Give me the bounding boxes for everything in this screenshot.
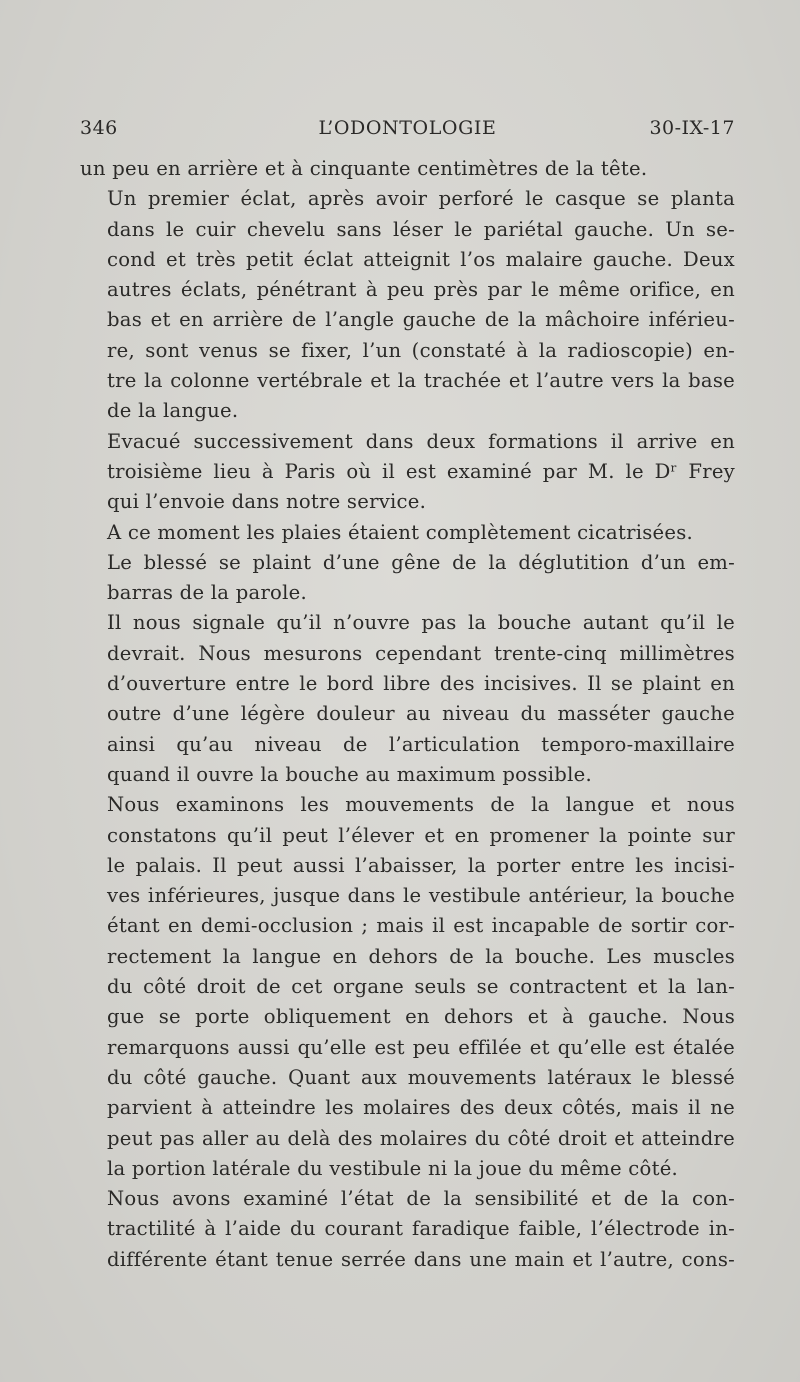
text-line: bas et en arrière de l’angle gauche de la mâchoire inférieu- [107,308,735,332]
text-line: ves inférieures, jusque dans le vestibule antérieur, la bouche [107,884,735,908]
text-line: quand il ouvre la bouche au maximum possible. [107,762,592,786]
paragraph [80,790,735,1184]
text-line: devrait. Nous mesurons cependant trente-cinq millimètres [107,641,735,665]
issue-date: 30-IX-17 [649,117,735,139]
text-line: dans le cuir chevelu sans léser le pariétal gauche. Un se- [107,217,735,241]
text-line: gue se porte obliquement en dehors et à gauche. Nous [107,1005,735,1029]
text-line: Il nous signale qu’il n’ouvre pas la bouche autant qu’il le [107,611,735,635]
text-line: peut pas aller au delà des molaires du côté droit et atteindre [107,1126,735,1150]
text-line: troisième lieu à Paris où il est examiné par M. le Dʳ Frey [107,459,735,483]
text-line: le palais. Il peut aussi l’abaisser, la porter entre les incisi- [107,853,735,877]
text-line: du côté droit de cet organe seuls se contractent et la lan- [107,975,735,999]
paragraph [80,1184,735,1275]
text-line: cond et très petit éclat atteignit l’os malaire gauche. Deux [107,247,735,271]
journal-title: L’ODONTOLOGIE [318,117,497,139]
text-line: constatons qu’il peut l’élever et en promener la pointe sur [107,823,735,847]
paragraph-continued [80,154,735,184]
text-line: A ce moment les plaies étaient complètement cicatrisées. [107,520,694,544]
text-line: un peu en arrière et à cinquante centimètres de la tête. [80,157,648,180]
text-line: différente étant tenue serrée dans une main et l’autre, cons- [107,1247,735,1271]
text-line: de la langue. [107,399,239,423]
body-text [80,154,735,1275]
text-line: barras de la parole. [107,581,307,605]
text-line: d’ouverture entre le bord libre des incisives. Il se plaint en [107,672,735,696]
paragraph [80,548,735,609]
text-line: étant en demi-occlusion ; mais il est incapable de sortir cor- [107,914,735,938]
text-line: tractilité à l’aide du courant faradique faible, l’électrode in- [107,1217,735,1241]
text-line: Un premier éclat, après avoir perforé le casque se planta [107,187,735,211]
text-line: autres éclats, pénétrant à peu près par le même orifice, en [107,278,735,302]
text-line: la portion latérale du vestibule ni la joue du même côté. [107,1156,679,1180]
paragraph [80,184,735,426]
text-line: du côté gauche. Quant aux mouvements latéraux le blessé [107,1065,735,1089]
text-line: rectement la langue en dehors de la bouche. Les muscles [107,944,735,968]
page-number: 346 [80,117,118,139]
text-line: ainsi qu’au niveau de l’articulation temporo-maxillaire [107,732,735,756]
text-line: outre d’une légère douleur au niveau du masséter gauche [107,702,735,726]
text-line: tre la colonne vertébrale et la trachée et l’autre vers la base [107,369,735,393]
text-line: Nous avons examiné l’état de la sensibilité et de la con- [107,1187,735,1211]
paragraph [80,608,735,790]
text-line: qui l’envoie dans notre service. [107,490,427,514]
running-header [80,117,735,147]
text-line: remarquons aussi qu’elle est peu effilée et qu’elle est étalée [107,1035,735,1059]
text-line: Nous examinons les mouvements de la langue et nous [107,793,735,817]
paragraph [80,427,735,518]
text-line: parvient à atteindre les molaires des deux côtés, mais il ne [107,1096,735,1120]
text-line: Evacué successivement dans deux formations il arrive en [107,429,735,453]
text-line: Le blessé se plaint d’une gêne de la déglutition d’un em- [107,550,735,574]
paragraph [80,518,735,548]
text-line: re, sont venus se fixer, l’un (constaté à la radioscopie) en- [107,338,735,362]
